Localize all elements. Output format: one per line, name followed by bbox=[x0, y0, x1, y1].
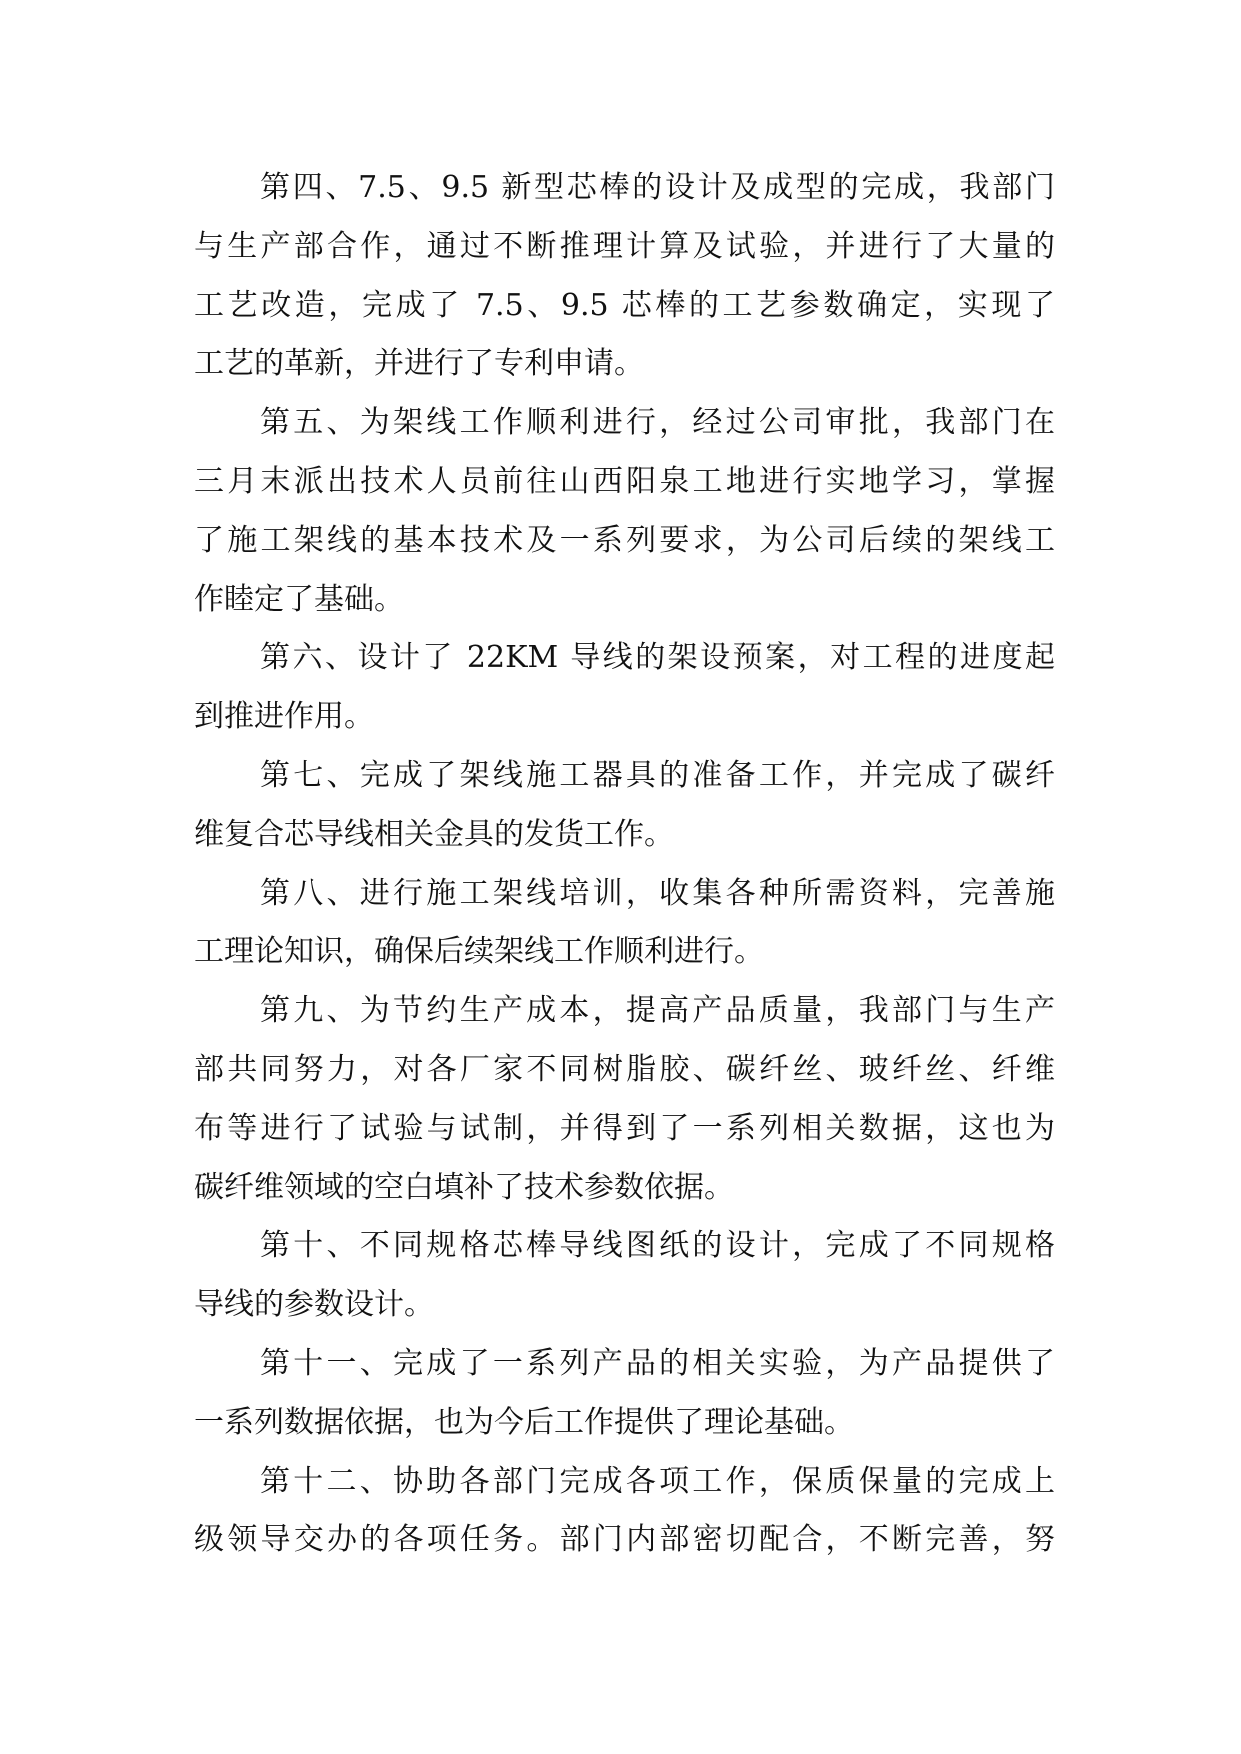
paragraph-line: 第七、完成了架线施工器具的准备工作，并完成了碳纤 bbox=[260, 757, 1055, 793]
paragraph-line: 三月末派出技术人员前往山西阳泉工地进行实地学习，掌握 bbox=[194, 463, 1055, 499]
paragraph-line: 了施工架线的基本技术及一系列要求，为公司后续的架线工 bbox=[194, 522, 1055, 558]
paragraph-line: 与生产部合作，通过不断推理计算及试验，并进行了大量的 bbox=[194, 228, 1055, 264]
paragraph-10 bbox=[194, 1217, 1055, 1335]
paragraph-line: 到推进作用。 bbox=[194, 699, 374, 735]
paragraph-5 bbox=[194, 394, 1055, 629]
paragraph-8 bbox=[194, 865, 1055, 983]
paragraph-line: 第五、为架线工作顺利进行，经过公司审批，我部门在 bbox=[260, 405, 1055, 441]
paragraph-line: 维复合芯导线相关金具的发货工作。 bbox=[194, 816, 674, 852]
paragraph-line: 第十、不同规格芯棒导线图纸的设计，完成了不同规格 bbox=[260, 1228, 1055, 1264]
paragraph-line: 工理论知识，确保后续架线工作顺利进行。 bbox=[194, 934, 764, 970]
document-body bbox=[194, 159, 1055, 1570]
paragraph-line: 一系列数据依据，也为今后工作提供了理论基础。 bbox=[194, 1404, 854, 1440]
paragraph-line: 第十二、协助各部门完成各项工作，保质保量的完成上 bbox=[260, 1463, 1055, 1499]
paragraph-11 bbox=[194, 1335, 1055, 1453]
paragraph-line: 级领导交办的各项任务。部门内部密切配合，不断完善，努 bbox=[194, 1522, 1055, 1558]
paragraph-line: 工艺改造，完成了 7.5、9.5 芯棒的工艺参数确定，实现了 bbox=[194, 287, 1055, 323]
paragraph-line: 导线的参数设计。 bbox=[194, 1287, 434, 1323]
paragraph-line: 碳纤维领域的空白填补了技术参数依据。 bbox=[194, 1169, 734, 1205]
paragraph-4 bbox=[194, 159, 1055, 394]
paragraph-line: 第四、7.5、9.5 新型芯棒的设计及成型的完成，我部门 bbox=[260, 170, 1055, 205]
paragraph-line: 部共同努力，对各厂家不同树脂胶、碳纤丝、玻纤丝、纤维 bbox=[194, 1051, 1055, 1087]
paragraph-line: 作睦定了基础。 bbox=[194, 581, 404, 617]
paragraph-7 bbox=[194, 747, 1055, 865]
paragraph-line: 第六、设计了 22KM 导线的架设预案，对工程的进度起 bbox=[260, 640, 1055, 676]
paragraph-line: 工艺的革新，并进行了专利申请。 bbox=[194, 346, 644, 382]
paragraph-9 bbox=[194, 982, 1055, 1217]
paragraph-line: 布等进行了试验与试制，并得到了一系列相关数据，这也为 bbox=[194, 1110, 1055, 1146]
paragraph-line: 第九、为节约生产成本，提高产品质量，我部门与生产 bbox=[260, 993, 1055, 1029]
paragraph-6 bbox=[194, 629, 1055, 747]
paragraph-line: 第八、进行施工架线培训，收集各种所需资料，完善施 bbox=[260, 875, 1055, 911]
paragraph-line: 第十一、完成了一系列产品的相关实验，为产品提供了 bbox=[260, 1345, 1055, 1381]
paragraph-12 bbox=[194, 1453, 1055, 1571]
